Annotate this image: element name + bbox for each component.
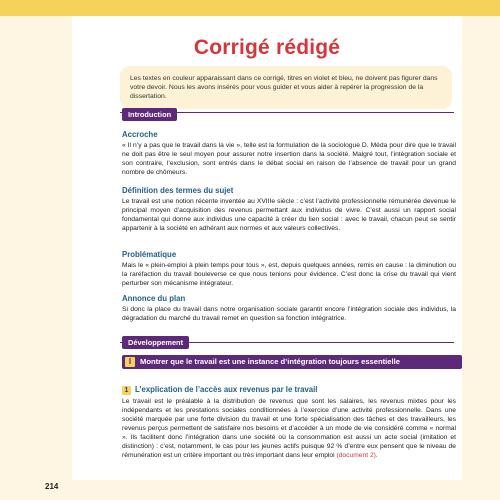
annonce-text: Si donc la place du travail dans notre organisation sociale garantit encore l’intégration sociale des individus, la dégradation du marché du travail remet en question sa fonction intégratrice. [122,306,456,322]
problematique-text: Mais le « plein-emploi à plein temps pour tous », est, depuis quelques années, remis en cause : la diminution ou la raréfaction du travail bouleverse ce que nous tenions pour évidence. C’est donc la crise du travail qui vient perturber son mécanisme intégrateur. [122,262,456,287]
part-number: I [125,357,135,367]
page-number: 214 [45,482,59,491]
introduction-label: Introduction [122,108,177,121]
info-note: Les textes en couleur apparaissant dans ce corrigé, titres en violet et bleu, ne doivent pas figurer dans votre devoir. Nous les avons insérés pour vous guider et vous aider à repérer la progression de la dissertation. [120,66,452,109]
accroche-text: « Il n’y a pas que le travail dans la vie », telle est la formulation de la sociologue D. Méda pour dire que le travail ne doit pas être le seul moyen pour assurer notre insertion dans la société. Malgré tout, l’intégration sociale et son contraire, l’exclusion, sont entrés dans le débat social en raison de l’absence de travail pour un grand nombre de chômeurs. [122,142,456,176]
document-reference: (document 2) [336,452,376,459]
page [72,16,462,480]
definition-text: Le travail est une notion récente inventée au XVIIIe siècle : c’est l’activité professionnelle rémunérée devenue le principal moyen d’acquisition des revenus permettant aux individus de vivre. C’est aussi un rapport social fondamental qui donne aux individus une capacité à créer du lien social : avec le travail, chacun peut se sentir appartenir à la société en adhérant aux normes et aux valeurs collectives. [122,198,456,232]
developpement-text [122,397,456,460]
subpart-number: 1 [122,386,131,395]
problematique-heading: Problématique [122,250,177,259]
top-band [0,0,500,16]
definition-heading: Définition des termes du sujet [122,186,234,195]
developpement-label: Développement [122,336,189,349]
annonce-heading: Annonce du plan [122,294,186,303]
accroche-heading: Accroche [122,130,158,139]
developpement-body: Le travail est le préalable à la distribution de revenus que sont les salaires, les revenus mixtes pour les indépendants et les prestations sociales conditionnées à l’exercice d’une activité professionnelle. Dans une société marquée par une forte division du travail et une forte spécialisation des tâches et des travailleurs, les revenus perçus permettent de satisfaire nos besoins et d’accéder à un mode de vie considéré comme « normal ». Ils facilitent donc l’intégration dans une société où la consommation est aussi un acte social (imitation et distinction) : c’est, notamment, le cas pour les jeunes actifs puisque 92 % d’entre eux pensent que le niveau de rémunération est un critère important ou très important dans leur emploi [122,398,456,459]
part-title: Montrer que le travail est une instance d’intégration toujours essentielle [140,357,400,366]
page-title: Corrigé rédigé [193,36,341,59]
subpart-title: L’explication de l’accès aux revenus par le travail [135,385,318,394]
part-one-bar [122,355,462,369]
developpement-end: . [375,452,378,459]
